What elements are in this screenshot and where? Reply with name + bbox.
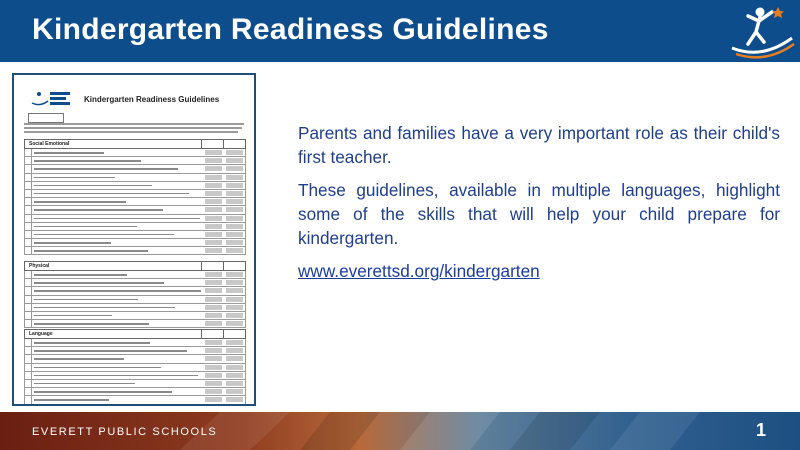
thumbnail-section-language — [24, 329, 246, 405]
thumbnail-row — [24, 380, 246, 388]
thumbnail-section-physical — [24, 261, 246, 328]
guidelines-thumbnail — [12, 73, 256, 406]
thumbnail-row — [24, 396, 246, 404]
thumbnail-row — [24, 165, 246, 173]
everett-public-schools-logo-icon — [30, 89, 72, 111]
slide-title: Kindergarten Readiness Guidelines — [32, 13, 549, 46]
kindergarten-link[interactable]: www.everettsd.org/kindergarten — [298, 261, 540, 281]
thumbnail-row — [24, 312, 246, 320]
thumbnail-row — [24, 304, 246, 312]
slide-header — [0, 0, 800, 62]
footer-school-name: EVERETT PUBLIC SCHOOLS — [32, 426, 218, 438]
thumbnail-row — [24, 271, 246, 279]
thumbnail-row — [24, 215, 246, 223]
thumbnail-row — [24, 223, 246, 231]
slide-footer — [0, 412, 800, 450]
thumbnail-row — [24, 287, 246, 295]
slide-body — [298, 121, 780, 292]
thumbnail-row — [24, 320, 246, 328]
thumbnail-row — [24, 355, 246, 363]
body-paragraph-guidelines: These guidelines, available in multiple languages, highlight some of the skills that will help your child prepare for kindergarten. — [298, 180, 780, 248]
page-number: 1 — [756, 420, 767, 440]
thumbnail-row — [24, 198, 246, 206]
thumbnail-intro — [24, 123, 246, 135]
thumbnail-row — [24, 388, 246, 396]
thumbnail-row — [24, 149, 246, 157]
thumbnail-row — [24, 190, 246, 198]
thumbnail-row — [24, 339, 246, 347]
thumbnail-row — [24, 239, 246, 247]
thumbnail-row — [24, 231, 246, 239]
thumbnail-row — [24, 347, 246, 355]
thumbnail-row — [24, 296, 246, 304]
thumbnail-section-label: Language — [29, 331, 53, 337]
thumbnail-subtitle-box — [28, 113, 64, 123]
thumbnail-row — [24, 182, 246, 190]
thumbnail-section-label: Physical — [29, 263, 50, 269]
thumbnail-row — [24, 157, 246, 165]
thumbnail-section-label: Social Emotional — [29, 141, 70, 147]
thumbnail-title: Kindergarten Readiness Guidelines — [84, 95, 220, 104]
thumbnail-row — [24, 279, 246, 287]
school-logo-icon — [722, 0, 800, 62]
thumbnail-section-social — [24, 139, 246, 255]
body-paragraph-role: Parents and families have a very important role as their child's first teacher. — [298, 123, 780, 167]
thumbnail-row — [24, 174, 246, 182]
thumbnail-row — [24, 206, 246, 214]
thumbnail-row — [24, 247, 246, 255]
thumbnail-row — [24, 372, 246, 380]
thumbnail-row — [24, 364, 246, 372]
